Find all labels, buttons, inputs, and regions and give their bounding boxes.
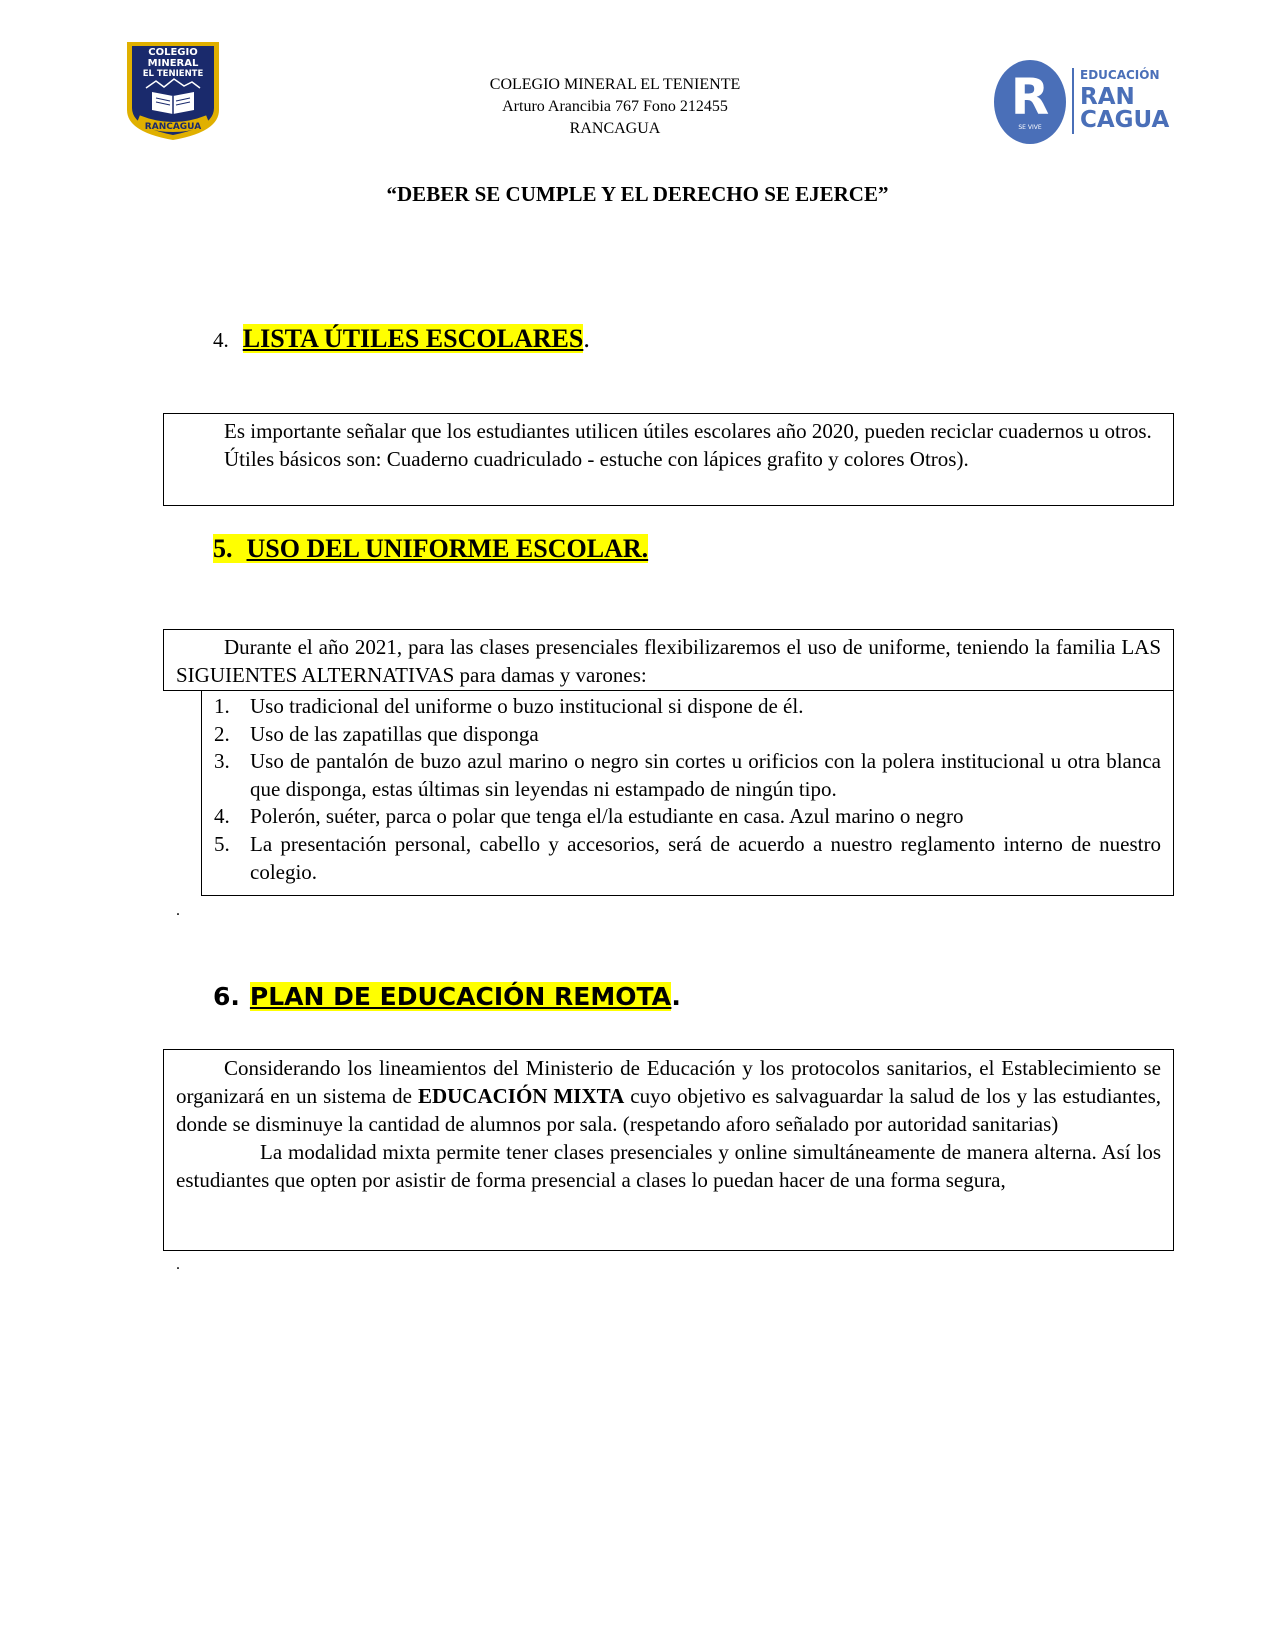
school-name: COLEGIO MINERAL EL TENIENTE bbox=[489, 76, 741, 93]
section-6-box bbox=[163, 1049, 1174, 1251]
section-6-para1: Considerando los lineamientos del Ministerio de Educación y los protocolos sanitarios, el Establecimiento se organizará en un sistema de EDUCACIÓN MIXTA cuyo objetivo es salvaguardar la salud de los y las estudiantes, donde se disminuye la cantidad de alumnos por sala. (respetando aforo señalado por autoridad sanitarias) bbox=[176, 1056, 1161, 1136]
section-4-trailing: . bbox=[583, 324, 590, 353]
school-crest-logo bbox=[124, 40, 222, 142]
school-address: Arturo Arancibia 767 Fono 212455 bbox=[502, 98, 728, 115]
edu-logo-mark bbox=[994, 60, 1066, 144]
edu-logo-top: EDUCACIÓN bbox=[1080, 68, 1160, 82]
section-5-intro: Durante el año 2021, para las clases presenciales flexibilizaremos el uso de uniforme, teniendo la familia LAS SIGUIENTES ALTERNATIVAS para damas y varones: bbox=[176, 635, 1161, 687]
crest-bottom: RANCAGUA bbox=[144, 122, 202, 132]
section-4-title: LISTA ÚTILES ESCOLARES bbox=[242, 324, 584, 353]
section-5-title: USO DEL UNIFORME ESCOLAR. bbox=[246, 534, 649, 563]
educacion-rancagua-logo bbox=[994, 60, 1170, 146]
edu-logo-cagua: CAGUA bbox=[1080, 107, 1170, 133]
section-5-heading bbox=[213, 534, 648, 564]
edu-logo-tagline: SE VIVE bbox=[1018, 124, 1042, 131]
section-6-trailing: . bbox=[671, 982, 681, 1011]
section-4-para1: Es importante señalar que los estudiantes utilicen útiles escolares año 2020, pueden reciclar cuadernos u otros. bbox=[224, 419, 1152, 443]
section-6-para2: La modalidad mixta permite tener clases presenciales y online simultáneamente de manera alterna. Así los estudiantes que opten por asistir de forma presencial a clases lo puedan hacer de una forma segura, bbox=[176, 1140, 1161, 1192]
section-4-box bbox=[163, 413, 1174, 506]
section-4-number: 4. bbox=[213, 328, 229, 352]
list-item: 2. Uso de las zapatillas que disponga bbox=[214, 721, 539, 746]
educacion-mixta-bold: EDUCACIÓN MIXTA bbox=[417, 1084, 625, 1108]
section-5-number: 5. bbox=[213, 534, 247, 563]
edu-logo-divider bbox=[1072, 68, 1074, 134]
list-item: 5. La presentación personal, cabello y accesorios, será de acuerdo a nuestro reglamento interno de nuestro colegio. bbox=[214, 831, 1161, 884]
section-5-trailing-dot: . bbox=[176, 902, 180, 919]
crest-line3: EL TENIENTE bbox=[142, 69, 204, 79]
section-5-options-box bbox=[201, 690, 1174, 896]
school-city: RANCAGUA bbox=[569, 120, 661, 137]
section-6-heading bbox=[213, 982, 681, 1011]
list-item: 3. Uso de pantalón de buzo azul marino o negro sin cortes u orificios con la polera institucional u otra blanca que disponga, estas últimas sin leyendas ni estampado de ningún tipo. bbox=[214, 749, 1161, 801]
section-4-heading bbox=[213, 324, 590, 354]
list-item: 1. Uso tradicional del uniforme o buzo institucional si dispone de él. bbox=[214, 694, 804, 718]
crest-line2: MINERAL bbox=[147, 58, 199, 69]
section-4-para2: Útiles básicos son: Cuaderno cuadriculado - estuche con lápices grafito y colores Otros). bbox=[224, 447, 969, 471]
edu-logo-ran: RAN bbox=[1080, 84, 1135, 110]
school-motto: “DEBER SE CUMPLE Y EL DERECHO SE EJERCE” bbox=[386, 182, 889, 206]
section-6-title: PLAN DE EDUCACIÓN REMOTA bbox=[249, 982, 672, 1011]
list-item: 4. Polerón, suéter, parca o polar que tenga el/la estudiante en casa. Azul marino o negro bbox=[214, 804, 964, 829]
school-header bbox=[415, 74, 815, 140]
crest-line1: COLEGIO bbox=[148, 47, 198, 58]
uniform-options-list bbox=[202, 693, 1161, 886]
section-6-number: 6. bbox=[213, 982, 240, 1011]
edu-logo-r: R bbox=[1010, 68, 1050, 126]
section-6-trailing-dot: . bbox=[176, 1256, 180, 1273]
section-5-intro-box bbox=[163, 629, 1174, 691]
